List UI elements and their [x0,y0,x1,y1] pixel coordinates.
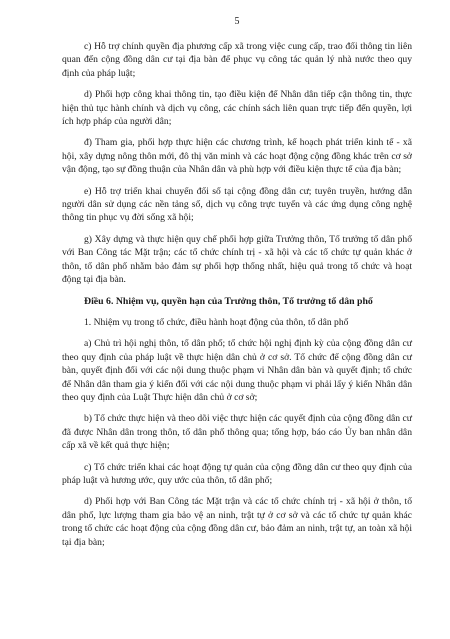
page-number: 5 [234,16,240,27]
article-6-heading: Điều 6. Nhiệm vụ, quyền hạn của Trưởng thôn, Tổ trưởng tổ dân phố [84,295,373,307]
paragraph-c-support-information: c) Hỗ trợ chính quyền địa phương cấp xã trong việc cung cấp, trao đổi thông tin liên quan đến cộng đồng dân cư tại địa bàn để phục vụ công tác quản lý nhà nước theo quy định của pháp luật; [62,41,412,79]
clause-1-item-c: c) Tổ chức triển khai các hoạt động tự quản của cộng đồng dân cư theo quy định của pháp luật và hương ước, quy ước của thôn, tổ dân phố; [62,461,412,486]
clause-1-item-b: b) Tổ chức thực hiện và theo dõi việc thực hiện các quyết định của cộng đồng dân cư đã được Nhân dân trong thôn, tổ dân phố thông qua; tổng hợp, báo cáo Ủy ban nhân dân cấp xã về kết quả thực hiện; [62,413,412,452]
clause-1-item-a: a) Chủ trì hội nghị thôn, tổ dân phố; tổ chức hội nghị định kỳ của cộng đồng dân cư theo quy định của pháp luật về thực hiện dân chủ ở cơ sở. Tổ chức để cộng đồng dân cư bàn, quyết định đối với các nội dung thuộc phạm vi Nhân dân bàn và quyết định; tổ chức để Nhân dân tham gia ý kiến đối với các nội dung thuộc phạm vi phải lấy ý kiến Nhân dân theo quy định của Luật Thực hiện dân chủ ở cơ sở; [62,338,412,403]
clause-1-title: 1. Nhiệm vụ trong tổ chức, điều hành hoạt động của thôn, tổ dân phố [84,316,349,328]
paragraph-dd-participate-programs: đ) Tham gia, phối hợp thực hiện các chương trình, kế hoạch phát triển kinh tế - xã hội, xây dựng nông thôn mới, đô thị văn minh và các hoạt động cộng đồng khác trên cơ sở vận động, tạo sự đồng thuận của Nhân dân và phù hợp với điều kiện thực tế của địa bàn; [62,137,412,176]
clause-1-item-d: d) Phối hợp với Ban Công tác Mặt trận và các tổ chức chính trị - xã hội ở thôn, tổ dân phố, lực lượng tham gia bảo vệ an ninh, trật tự ở cơ sở và các tổ chức tự quản khác trong tổ chức các hoạt động của cộng đồng dân cư, bảo đảm an ninh, trật tự, an toàn xã hội tại địa bàn; [62,496,412,548]
paragraph-e-digital-transformation: e) Hỗ trợ triển khai chuyển đổi số tại cộng đồng dân cư; tuyên truyền, hướng dẫn người dân sử dụng các nền tảng số, dịch vụ công trực tuyến và các ứng dụng công nghệ thông tin phục vụ đời sống xã hội; [62,185,412,224]
paragraph-d-public-information: d) Phối hợp công khai thông tin, tạo điều kiện để Nhân dân tiếp cận thông tin, thực hiện thủ tục hành chính và dịch vụ công, các chính sách liên quan trực tiếp đến quyền, lợi ích hợp pháp của người dân; [62,89,412,128]
paragraph-g-coordination-regulation: g) Xây dựng và thực hiện quy chế phối hợp giữa Trưởng thôn, Tổ trưởng tổ dân phố với Ban Công tác Mặt trận; các tổ chức chính trị - xã hội và các tổ chức tự quản khác ở thôn, tổ dân phố nhằm bảo đảm sự phối hợp thống nhất, hiệu quả trong tổ chức và hoạt động tại địa bàn. [62,233,412,286]
